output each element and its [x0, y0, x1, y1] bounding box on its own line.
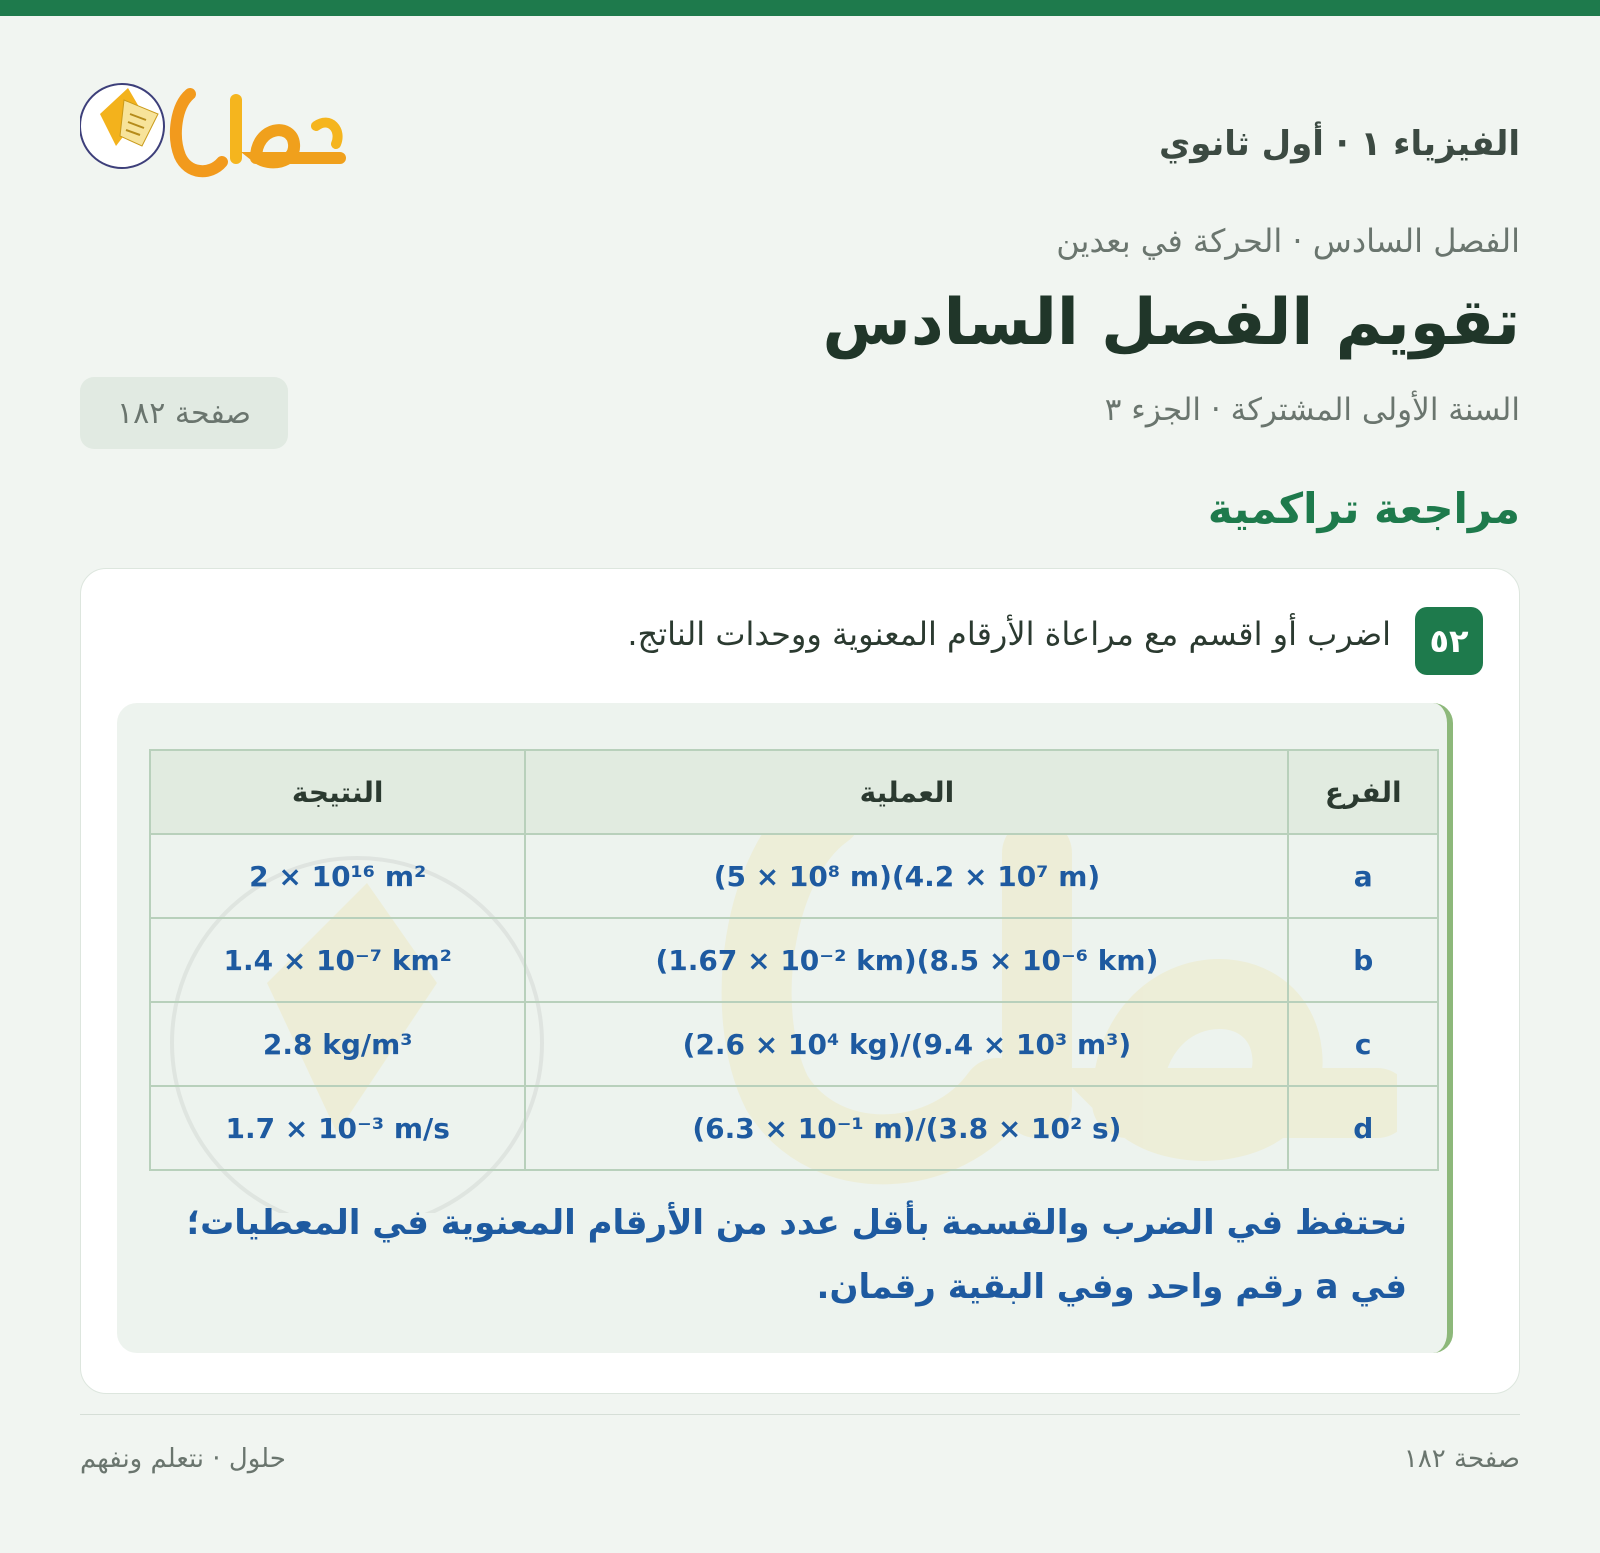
logo	[80, 66, 380, 206]
row-result: 2 × 10¹⁶ m²	[150, 834, 525, 918]
row-result: 1.7 × 10⁻³ m/s	[150, 1086, 525, 1170]
answers-table	[149, 749, 1439, 1171]
logo-wordmark	[176, 94, 340, 171]
answer-note: نحتفظ في الضرب والقسمة بأقل عدد من الأرقام المعنوية في المعطيات؛ في a رقم واحد وفي البقية رقمان.	[186, 1203, 1407, 1307]
row-operation: (5 × 10⁸ m)(4.2 × 10⁷ m)	[525, 834, 1288, 918]
page-title: تقويم الفصل السادس	[822, 286, 1520, 360]
section-title: مراجعة تراكمية	[1207, 484, 1520, 533]
header-branch: الفرع	[1288, 750, 1438, 834]
header	[80, 66, 1520, 206]
row-operation: (1.67 × 10⁻² km)(8.5 × 10⁻⁶ km)	[525, 918, 1288, 1002]
row-branch: d	[1288, 1086, 1438, 1170]
row-operation: (2.6 × 10⁴ kg)/(9.4 × 10³ m³)	[525, 1002, 1288, 1086]
row-branch: a	[1288, 834, 1438, 918]
table-row	[150, 1002, 1438, 1086]
question-number-badge: ٥٢	[1415, 607, 1483, 675]
page-badge: صفحة ١٨٢	[80, 377, 288, 449]
footer-brand: حلول · نتعلم ونفهم	[80, 1444, 286, 1474]
table-header-row	[150, 750, 1438, 834]
header-result: النتيجة	[150, 750, 525, 834]
book-title: الفيزياء ١ · أول ثانوي	[1159, 124, 1520, 164]
row-operation: (6.3 × 10⁻¹ m)/(3.8 × 10² s)	[525, 1086, 1288, 1170]
chapter-subtitle: الفصل السادس · الحركة في بعدين	[1056, 222, 1520, 260]
chapter-meta: السنة الأولى المشتركة · الجزء ٣	[1104, 392, 1520, 428]
footer-page-number: صفحة ١٨٢	[1403, 1444, 1520, 1474]
row-result: 2.8 kg/m³	[150, 1002, 525, 1086]
table-row	[150, 1086, 1438, 1170]
row-branch: b	[1288, 918, 1438, 1002]
question-text: اضرب أو اقسم مع مراعاة الأرقام المعنوية ووحدات الناتج.	[627, 615, 1391, 653]
question-card	[80, 568, 1520, 1394]
table-row	[150, 918, 1438, 1002]
row-result: 1.4 × 10⁻⁷ km²	[150, 918, 525, 1002]
header-operation: العملية	[525, 750, 1288, 834]
row-branch: c	[1288, 1002, 1438, 1086]
top-accent-bar	[0, 0, 1600, 16]
answer-box	[117, 703, 1453, 1353]
page	[80, 16, 1520, 1553]
logo-book-icon	[80, 84, 164, 168]
footer-divider	[80, 1414, 1520, 1415]
table-row	[150, 834, 1438, 918]
